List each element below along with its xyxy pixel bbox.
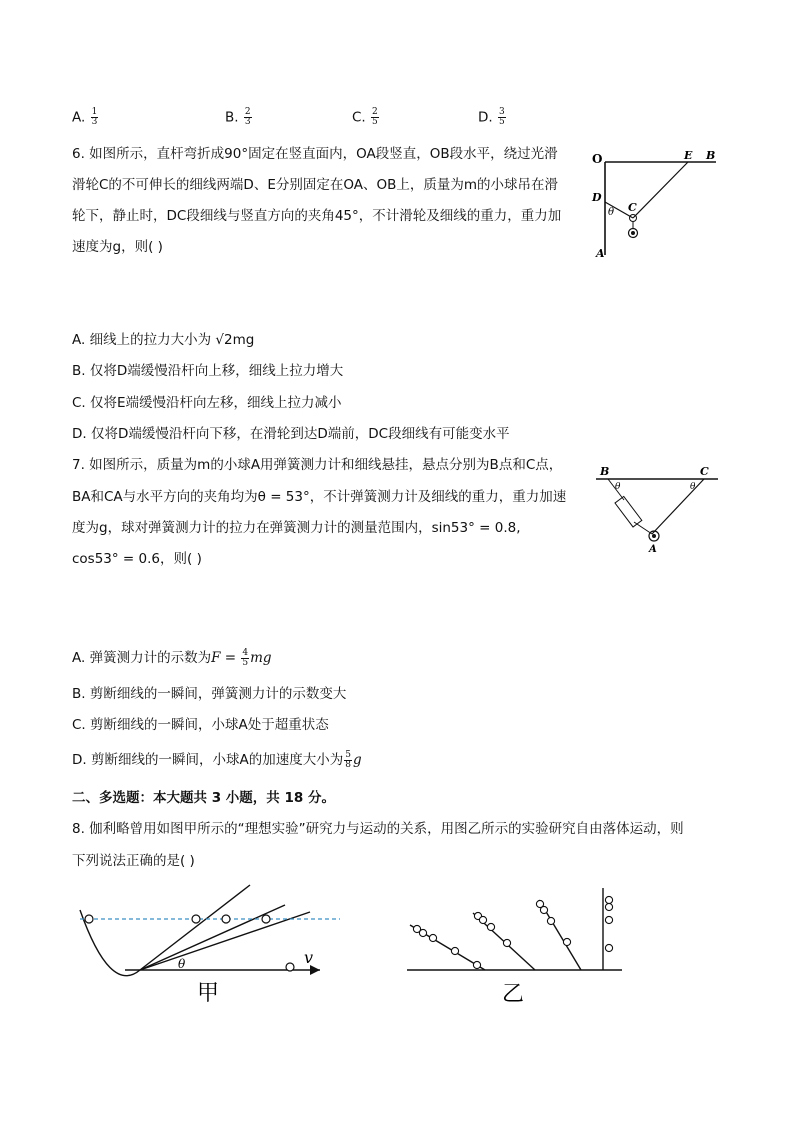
q7-figure xyxy=(594,462,724,557)
q7-stem-line-1: 7. 如图所示，质量为m的小球A用弹簧测力计和细线悬挂，悬点分别为B点和C点， xyxy=(72,457,563,473)
fraction: $\frac{5}{8}$ xyxy=(345,749,351,770)
label-a: A xyxy=(596,247,605,260)
ball-center xyxy=(631,231,635,235)
fraction: $\frac{3}{5}$ xyxy=(498,107,505,127)
q6-option-a: A. 细线上的拉力大小为 √2mg xyxy=(72,332,255,348)
ball-icon xyxy=(487,923,494,930)
label-b: B xyxy=(706,149,716,162)
label-theta: θ xyxy=(608,207,615,218)
q8-figures xyxy=(70,880,640,1010)
label-o: O xyxy=(592,152,603,166)
label-c: C xyxy=(628,201,637,214)
ball-icon xyxy=(540,906,547,913)
ball-a-center xyxy=(652,534,656,538)
q7-stem-line-3: 度为g，球对弹簧测力计的拉力在弹簧测力计的测量范围内，sin53° = 0.8, xyxy=(72,520,521,536)
figure-yi xyxy=(407,888,622,1007)
q6-stem-line-1: 6. 如图所示，直杆弯折成90°固定在竖直面内，OA段竖直，OB段水平，绕过光滑 xyxy=(72,146,558,162)
ball-icon xyxy=(451,947,458,954)
q5-option-d: D. $\frac{3}{5}$ xyxy=(478,107,505,127)
ball-icon xyxy=(419,929,426,936)
q7-option-d: D. 剪断细线的一瞬间，小球A的加速度大小为 $\frac{5}{8}$ g xyxy=(72,749,362,770)
q6-option-d: D. 仅将D端缓慢沿杆向下移，在滑轮到达D端前，DC段细线有可能变水平 xyxy=(72,426,510,442)
q7-option-c: C. 剪断细线的一瞬间，小球A处于超重状态 xyxy=(72,717,329,733)
ball-icon xyxy=(605,916,612,923)
ball-icon xyxy=(262,915,270,923)
fraction: $\frac{2}{3}$ xyxy=(244,107,251,127)
label-theta: θ xyxy=(178,957,186,971)
label-jia: 甲 xyxy=(197,981,220,1006)
fraction: $\frac{2}{5}$ xyxy=(372,107,378,127)
q5-option-a: A. $\frac{1}{3}$ xyxy=(72,107,98,127)
ball-icon xyxy=(605,896,612,903)
label-theta-right: θ xyxy=(690,482,696,492)
q5-option-c: C. $\frac{2}{5}$ xyxy=(352,107,378,127)
fraction: $\frac{4}{5}$ xyxy=(242,647,249,668)
q8-stem-line-2: 下列说法正确的是( ) xyxy=(72,853,195,869)
string-ce xyxy=(633,162,688,218)
ball-icon xyxy=(192,915,200,923)
spring-bottom xyxy=(634,522,652,534)
ball-icon xyxy=(222,915,230,923)
label-c: C xyxy=(700,465,709,478)
q5-option-b: B. $\frac{2}{3}$ xyxy=(225,107,251,127)
q7-stem-line-4: cos53° = 0.6，则( ) xyxy=(72,551,202,567)
spring-scale-icon xyxy=(615,496,642,527)
q7-option-a: A. 弹簧测力计的示数为F = $\frac{4}{5}$ mg xyxy=(72,647,272,668)
q6-figure xyxy=(588,145,723,260)
q6-option-c: C. 仅将E端缓慢沿杆向左移，细线上拉力减小 xyxy=(72,395,342,411)
label-b: B xyxy=(600,465,610,478)
q6-option-b: B. 仅将D端缓慢沿杆向上移，细线上拉力增大 xyxy=(72,363,344,379)
ball-icon xyxy=(563,938,570,945)
q6-stem-line-2: 滑轮C的不可伸长的细线两端D、E分别固定在OA、OB上，质量为m的小球吊在滑 xyxy=(72,177,559,193)
ball-icon xyxy=(605,944,612,951)
label-d: D xyxy=(592,191,602,204)
ball-icon xyxy=(503,939,510,946)
fraction: $\frac{1}{3}$ xyxy=(91,107,98,127)
q7-option-b: B. 剪断细线的一瞬间，弹簧测力计的示数变大 xyxy=(72,686,347,702)
ball-icon xyxy=(473,961,480,968)
label-v: v xyxy=(304,948,314,967)
q6-stem-line-4: 速度为g，则( ) xyxy=(72,239,163,255)
ball-icon xyxy=(479,916,486,923)
figure-jia xyxy=(80,885,340,1006)
label-a: A xyxy=(649,544,657,555)
label-yi: 乙 xyxy=(502,982,525,1007)
ball-icon xyxy=(547,917,554,924)
ball-icon xyxy=(429,934,436,941)
q8-stem-line-1: 8. 伽利略曾用如图甲所示的“理想实验”研究力与运动的关系，用图乙所示的实验研究自由落体运动，则 xyxy=(72,821,684,837)
string-ca xyxy=(652,479,704,534)
section-header: 二、多选题：本大题共 3 小题，共 18 分。 xyxy=(72,790,335,806)
ball-icon xyxy=(85,915,93,923)
label-e: E xyxy=(684,149,693,162)
ball-icon xyxy=(605,903,612,910)
ball-icon xyxy=(286,963,294,971)
q7-stem-line-2: BA和CA与水平方向的夹角均为θ = 53°，不计弹簧测力计及细线的重力，重力加速 xyxy=(72,489,567,505)
label-theta-left: θ xyxy=(615,482,621,492)
q6-stem-line-3: 轮下，静止时，DC段细线与竖直方向的夹角45°，不计滑轮及细线的重力，重力加 xyxy=(72,208,562,224)
